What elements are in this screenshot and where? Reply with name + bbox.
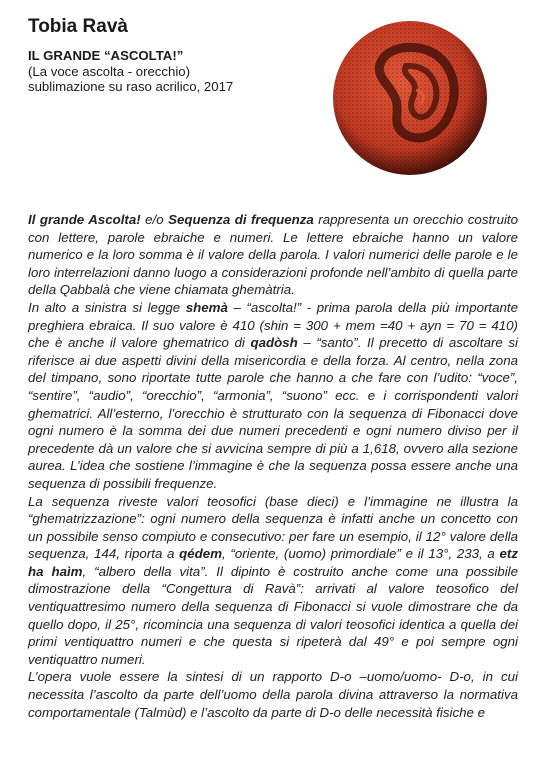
paragraph-1 <box>28 211 518 299</box>
text-run: La sequenza riveste valori teosofici (base dieci) e l’immagine ne illustra la “ghematrizzazione”: ogni numero della sequenza è infatti anche un concetto con un possibile senso compiuto e consecutivo: per fare un esempio, il 12° valore della sequenza, 144, riporta a <box>28 493 518 562</box>
emphasis-term: qadòsh <box>250 335 298 351</box>
emphasis-term: Il grande Ascolta! <box>28 212 141 227</box>
description-text <box>28 211 518 721</box>
artwork-caption <box>28 48 233 95</box>
text-run: , “oriente, (uomo) primordiale” e il 13°, 233, a <box>222 546 500 562</box>
artwork-ear-image <box>332 20 488 176</box>
text-run: L’opera vuole essere la sintesi di un rapporto D-o –uomo/uomo- D-o, in cui necessita l’ascolto da parte dell’uomo della parola divina attraverso la normativa comportamentale (Talmùd) e l’ascolto da parte di D-o delle necessità fisiche e <box>28 669 518 720</box>
artwork-technique: sublimazione su raso acrilico, 2017 <box>28 79 234 95</box>
paragraph-2 <box>28 299 518 493</box>
text-run: rappresenta un orecchio costruito con lettere, parole ebraiche e numeri. Le lettere ebraiche hanno un valore numerico e la loro somma è il valore della parola. I valori numerici delle parole e le loro interrelazioni danno luogo a considerazioni profonde nell’ambito di quella parte della Qabbalà che viene chiamata ghemàtria. <box>28 212 519 298</box>
paragraph-4 <box>28 668 518 721</box>
text-run: , “albero della vita”. Il dipinto è costruito anche come una possibile dimostrazione della “Congettura di Ravà”: arrivati al valore teosofico del ventiquattresimo numero della sequenza di Fibonacci si vuole dimostrare che da quello dopo, il 25°, ricomincia una sequenza di valori teosofici identica a quella dei primi ventiquattro numeri e che questa si ripeterà dal 49° e poi sempre ogni ventiquattro numeri. <box>28 563 518 667</box>
text-run: In alto a sinistra si legge <box>28 299 186 315</box>
artwork-title: IL GRANDE “ASCOLTA!” <box>28 48 184 63</box>
emphasis-term: shemà <box>185 299 228 315</box>
emphasis-term: etz ha haìm <box>28 546 519 579</box>
text-run: – “ascolta!” - prima parola della più importante preghiera ebraica. Il suo valore è 410 (shin = 300 + mem =40 + ayn = 70 = 410) che è anche il valore ghematrico di <box>28 299 518 351</box>
artist-name: Tobia Ravà <box>28 16 128 37</box>
emphasis-term: qédem <box>179 546 223 562</box>
paragraph-3 <box>28 493 518 669</box>
text-run: e/o <box>140 212 169 227</box>
emphasis-term: Sequenza di frequenza <box>168 212 314 227</box>
artwork-subtitle: (La voce ascolta - orecchio) <box>28 63 190 79</box>
text-run: – “santo”. Il precetto di ascoltare si riferisce ai due aspetti divini della misericordia e della forza. Al centro, nella zona del timpano, sono riportate tutte parole che hanno a che fare con l’udito: “voce”, “sentire”, “audio”, “orecchio”, “armonia”, “suono” ecc. e i corrispondenti valori ghematrici. All’esterno, l’orecchio è strutturato con la sequenza di Fibonacci dove ogni numero è la somma dei due numeri precedenti e ogni numero diviso per il precedente dà un valore che si avvicina sempre di più a 1,618, ovvero alla sezione aurea. L’idea che sostiene l’immagine è che la sequenza possa essere anche una sequenza di possibili frequenze. <box>28 335 518 491</box>
